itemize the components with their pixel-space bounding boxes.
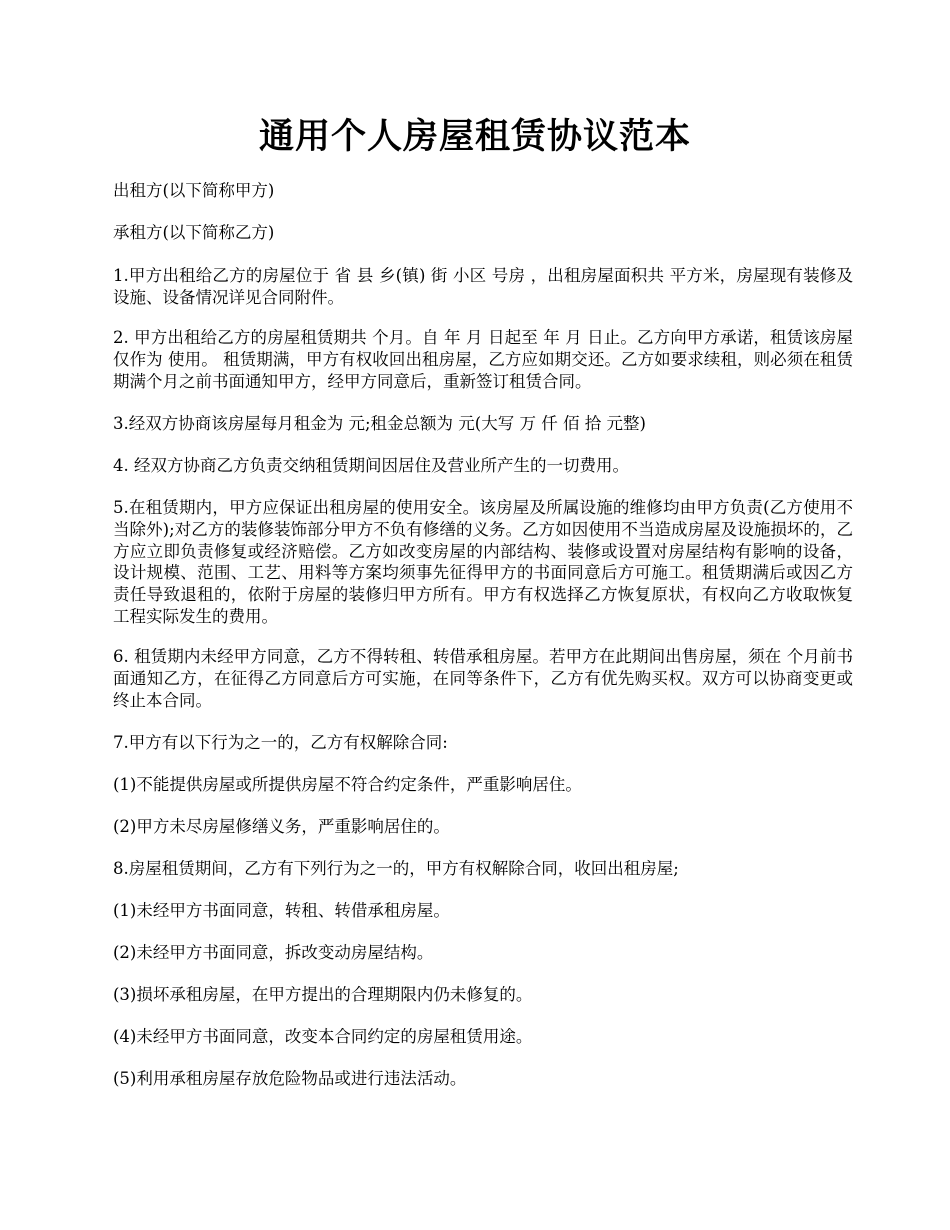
paragraph-clause-3: 3.经双方协商该房屋每月租金为 元;租金总额为 元(大写 万 仟 佰 拾 元整)	[113, 414, 646, 433]
paragraph-clause-8-item-1: (1)未经甲方书面同意，转租、转借承租房屋。	[113, 901, 450, 920]
paragraph-clause-6: 6. 租赁期内未经甲方同意，乙方不得转租、转借承租房屋。若甲方在此期间出售房屋，须在 个月前书面通知乙方，在征得乙方同意后方可实施，在同等条件下，乙方有优先购买权。双方可以协商变更或终止本合同。	[113, 647, 853, 710]
paragraph-clause-7-item-1: (1)不能提供房屋或所提供房屋不符合约定条件，严重影响居住。	[113, 775, 582, 794]
paragraph-clause-8-item-5: (5)利用承租房屋存放危险物品或进行违法活动。	[113, 1069, 467, 1088]
paragraph-lessee: 承租方(以下简称乙方)	[113, 223, 275, 242]
paragraph-clause-7: 7.甲方有以下行为之一的，乙方有权解除合同:	[113, 733, 448, 752]
paragraph-clause-4: 4. 经双方协商乙方负责交纳租赁期间因居住及营业所产生的一切费用。	[113, 456, 629, 475]
paragraph-clause-8-item-2: (2)未经甲方书面同意，拆改变动房屋结构。	[113, 943, 434, 962]
paragraph-clause-7-item-2: (2)甲方未尽房屋修缮义务，严重影响居住的。	[113, 817, 450, 836]
paragraph-clause-8: 8.房屋租赁期间，乙方有下列行为之一的，甲方有权解除合同，收回出租房屋;	[113, 859, 679, 878]
paragraph-clause-5: 5.在租赁期内，甲方应保证出租房屋的使用安全。该房屋及所属设施的维修均由甲方负责(乙方使用不当除外);对乙方的装修装饰部分甲方不负有修缮的义务。乙方如因使用不当造成房屋及设施损坏的，乙方应立即负责修复或经济赔偿。乙方如改变房屋的内部结构、装修或设置对房屋结构有影响的设备，设计规模、范围、工艺、用料等方案均须事先征得甲方的书面同意后方可施工。租赁期满后或因乙方责任导致退租的，依附于房屋的装修归甲方所有。甲方有权选择乙方恢复原状，有权向乙方收取恢复工程实际发生的费用。	[113, 498, 853, 626]
page-title: 通用个人房屋租赁协议范本	[258, 117, 691, 157]
paragraph-clause-8-item-3: (3)损坏承租房屋，在甲方提出的合理期限内仍未修复的。	[113, 985, 533, 1004]
paragraph-lessor: 出租方(以下简称甲方)	[113, 181, 275, 200]
paragraph-clause-1: 1.甲方出租给乙方的房屋位于 省 县 乡(镇) 街 小区 号房 ，出租房屋面积共 平方米，房屋现有装修及设施、设备情况详见合同附件。	[113, 266, 853, 307]
paragraph-clause-2: 2. 甲方出租给乙方的房屋租赁期共 个月。自 年 月 日起至 年 月 日止。乙方向甲方承诺，租赁该房屋仅作为 使用。 租赁期满，甲方有权收回出租房屋，乙方应如期交还。乙方如要求续租，则必须在租赁期满个月之前书面通知甲方，经甲方同意后，重新签订租赁合同。	[113, 328, 853, 391]
paragraph-clause-8-item-4: (4)未经甲方书面同意，改变本合同约定的房屋租赁用途。	[113, 1027, 533, 1046]
